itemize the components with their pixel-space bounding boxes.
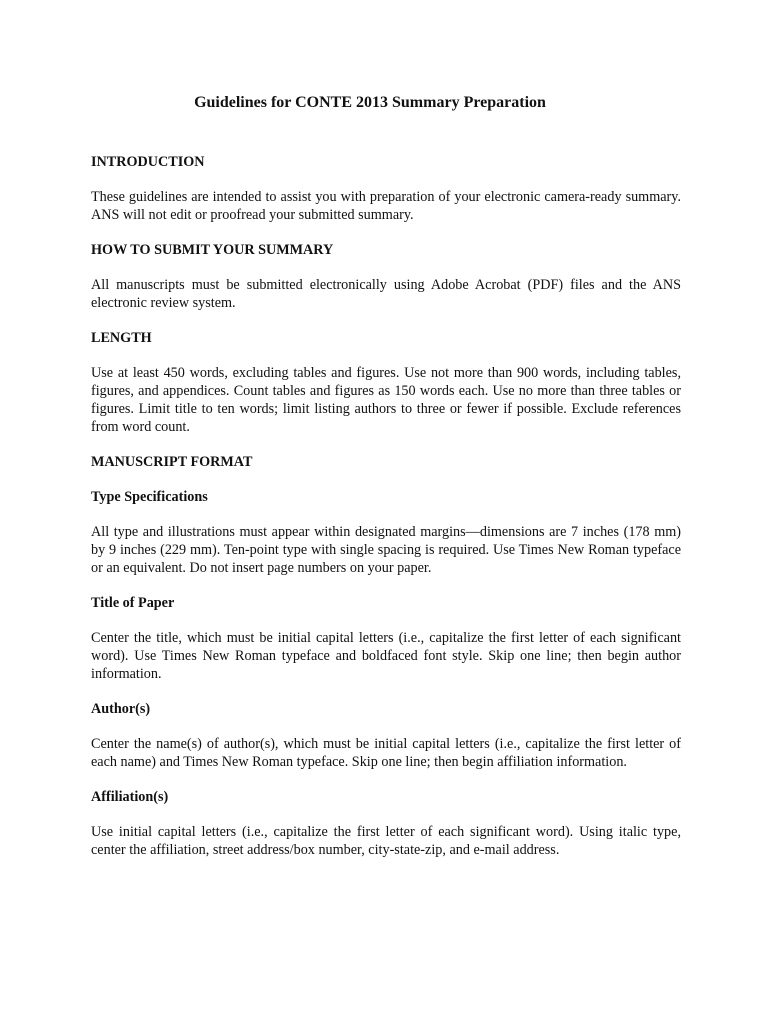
- affiliations-paragraph: Use initial capital letters (i.e., capitalize the first letter of each significant word). Using italic type, center the affiliation, street address/box number, city-state-zip, and e-mail address.: [91, 824, 681, 858]
- introduction-paragraph: These guidelines are intended to assist you with preparation of your electronic camera-ready summary. ANS will not edit or proofread your submitted summary.: [91, 189, 681, 223]
- document-body: [91, 153, 681, 876]
- subsection-heading-authors: Author(s): [91, 701, 151, 717]
- subsection-heading-type-specifications: Type Specifications: [91, 489, 208, 505]
- type-specifications-paragraph: All type and illustrations must appear within designated margins—dimensions are 7 inches (178 mm) by 9 inches (229 mm). Ten-point type with single spacing is required. Use Times New Roman typeface or an equivalent. Do not insert page numbers on your paper.: [91, 524, 681, 576]
- document-title: Guidelines for CONTE 2013 Summary Preparation: [194, 94, 546, 111]
- length-paragraph: Use at least 450 words, excluding tables and figures. Use not more than 900 words, including tables, figures, and appendices. Count tables and figures as 150 words each. Use no more than three tables or figures. Limit title to ten words; limit listing authors to three or fewer if possible. Exclude references from word count.: [91, 365, 681, 435]
- subsection-heading-affiliations: Affiliation(s): [91, 789, 169, 805]
- title-of-paper-paragraph: Center the title, which must be initial capital letters (i.e., capitalize the first letter of each significant word). Use Times New Roman typeface and boldfaced font style. Skip one line; then begin author information.: [91, 630, 681, 682]
- authors-paragraph: Center the name(s) of author(s), which must be initial capital letters (i.e., capitalize the first letter of each name) and Times New Roman typeface. Skip one line; then begin affiliation information.: [91, 736, 681, 770]
- section-heading-introduction: INTRODUCTION: [91, 154, 205, 170]
- subsection-heading-title-of-paper: Title of Paper: [91, 595, 175, 611]
- section-heading-how-to-submit: HOW TO SUBMIT YOUR SUMMARY: [91, 242, 334, 258]
- section-heading-length: LENGTH: [91, 330, 152, 346]
- section-heading-manuscript-format: MANUSCRIPT FORMAT: [91, 454, 253, 470]
- how-to-submit-paragraph: All manuscripts must be submitted electronically using Adobe Acrobat (PDF) files and the ANS electronic review system.: [91, 277, 681, 311]
